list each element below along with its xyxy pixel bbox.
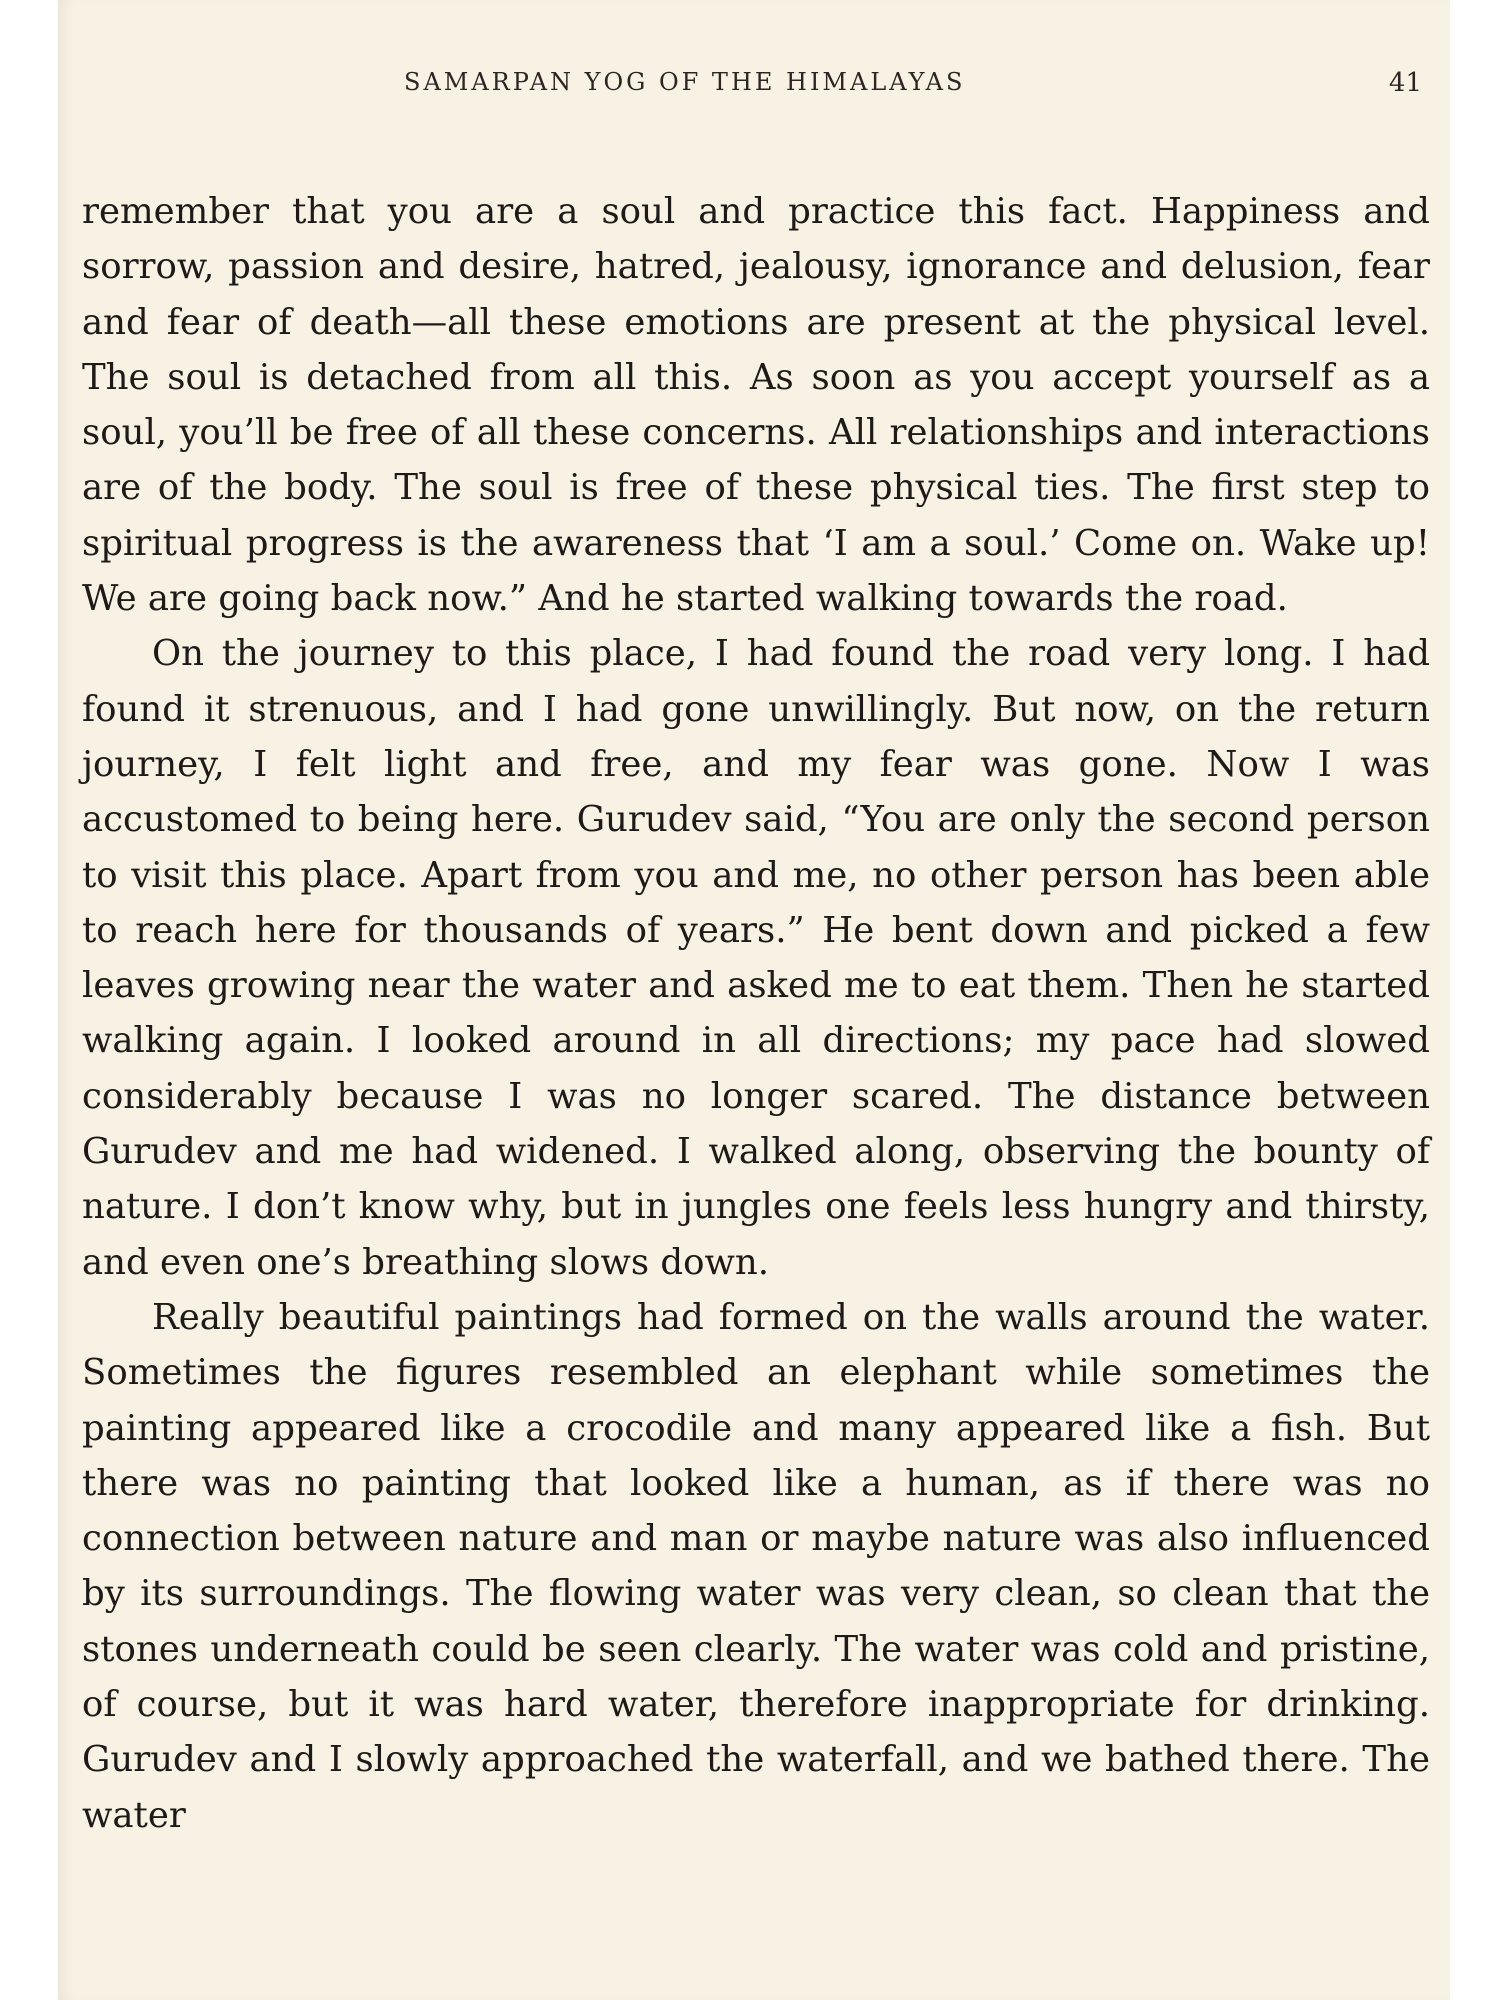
paragraph: remember that you are a soul and practice this fact. Happiness and sorrow, passion and desire, hatred, jealousy, ignorance and delusion, fear and fear of death—all these emotions are present at the physical level. The soul is detached from all this. As soon as you accept yourself as a soul, you’ll be free of all these concerns. All relationships and interactions are of the body. The soul is free of these physical ties. The first step to spiritual progress is the awareness that ‘I am a soul.’ Come on. Wake up! We are going back now.” And he started walking towards the road. — [82, 191, 1430, 620]
page-number: 41 — [1388, 68, 1422, 98]
paragraph: On the journey to this place, I had found the road very long. I had found it strenuous, and I had gone unwillingly. But now, on the return journey, I felt light and free, and my fear was gone. Now I was accustomed to being here. Gurudev said, “You are only the second person to visit this place. Apart from you and me, no other person has been able to reach here for thousands of years.” He bent down and picked a few leaves growing near the water and asked me to eat them. Then he started walking again. I looked around in all directions; my pace had slowed considerably because I was no longer scared. The distance between Gurudev and me had widened. I walked along, observing the bounty of nature. I don’t know why, but in jungles one feels less hungry and thirsty, and even one’s breathing slows down. — [82, 633, 1430, 1283]
running-title: SAMARPAN YOG OF THE HIMALAYAS — [404, 68, 966, 96]
paragraph: Really beautiful paintings had formed on the walls around the water. Sometimes the figures resembled an elephant while sometimes the painting appeared like a crocodile and many appeared like a fish. But there was no painting that looked like a human, as if there was no connection between nature and man or maybe nature was also influenced by its surroundings. The flowing water was very clean, so clean that the stones underneath could be seen clearly. The water was cold and pristine, of course, but it was hard water, therefore inappropriate for drinking. Gurudev and I slowly approached the waterfall, and we bathed there. The water — [82, 1296, 1430, 1836]
body-text — [82, 184, 1430, 1843]
book-page — [58, 0, 1450, 2000]
running-head — [58, 68, 1450, 108]
